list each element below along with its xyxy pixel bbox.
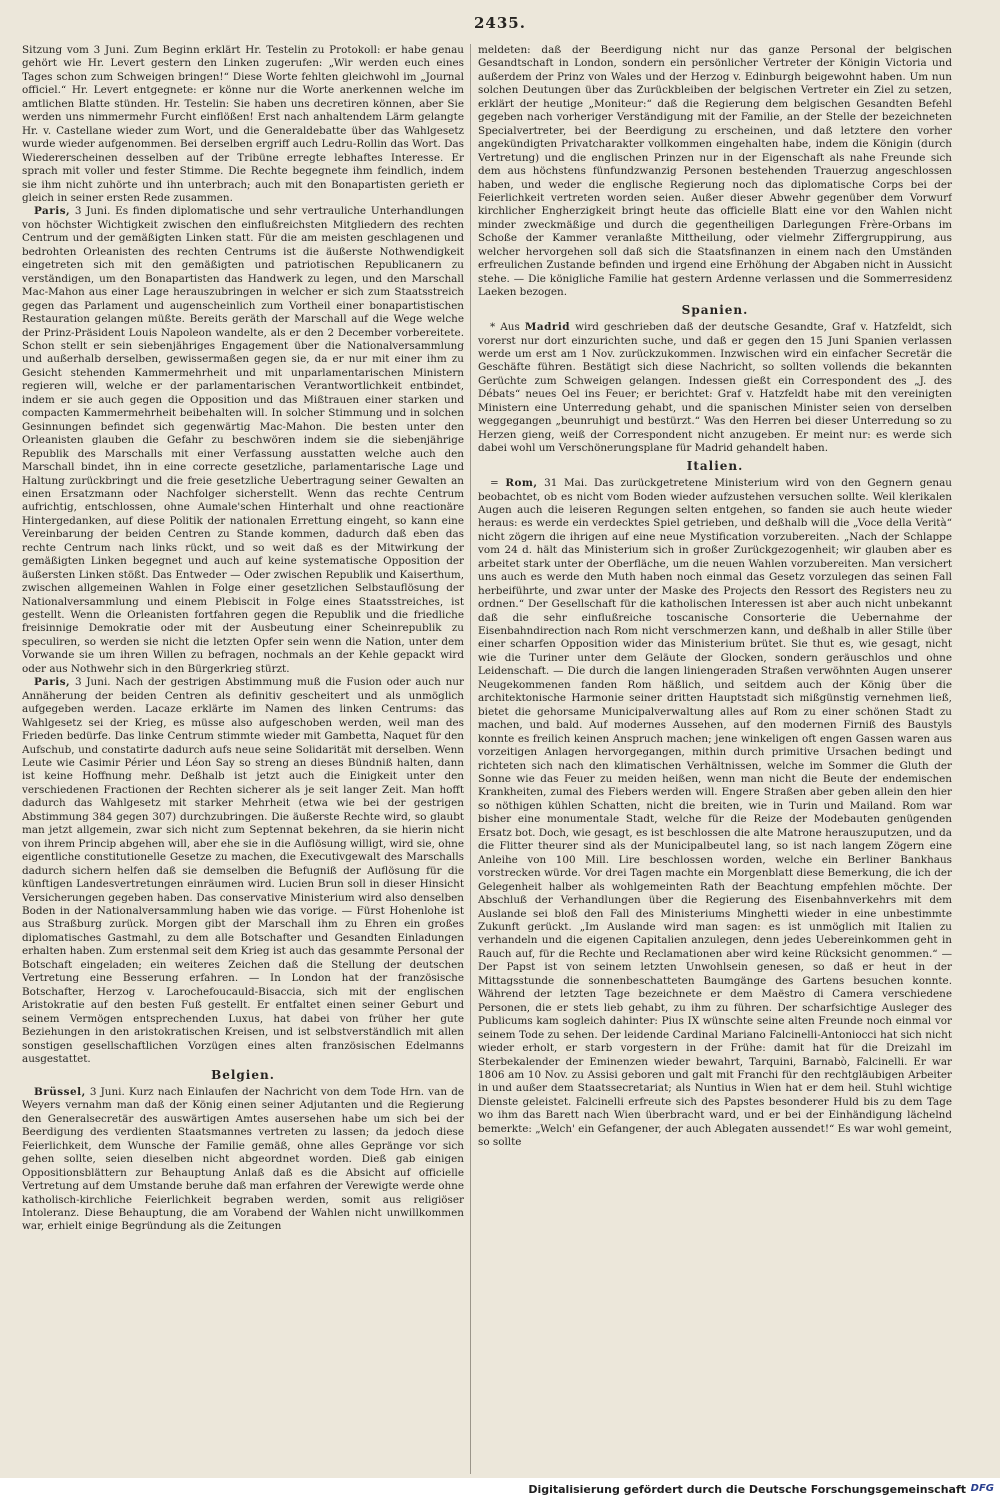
right-column (478, 44, 952, 1476)
article-bruessel (22, 1086, 464, 1234)
article-madrid-lead: * Aus (490, 321, 525, 334)
article-paris-2-text: 3 Juni. Nach der gestrigen Abstimmung muß die Fusion oder auch nur Annäherung der beiden Centren als definitiv gescheitert und als unmöglich aufgegeben werden. Lacaze erklärte im Namen des linken Centrums: das Wahlgesetz sei der Krieg, es müsse also aufgeschoben werden, weil man des Frieden bedürfe. Das linke Centrum stimmte wieder mit Gambetta, Naquet für den Aufschub, und constatirte dadurch aufs neue seine Solidarität mit derselben. Wenn Leute wie Casimir Périer und Léon Say so streng an dieses Bündniß halten, dann ist keine Hoffnung mehr. Deßhalb ist jetzt auch die Einigkeit unter den verschiedenen Fractionen der Rechten sicherer als je seit langer Zeit. Man hofft dadurch das Wahlgesetz mit starker Mehrheit (etwa wie bei der gestrigen Abstimmung 384 gegen 307) durchzubringen. Die äußerste Rechte wird, so glaubt man jetzt allgemein, zwar sich nicht zum Septennat bekehren, da sie hierin nicht von ihrem Princip abgehen will, aber ehe sie in die Auflösung willigt, wird sie, ohne eigentliche constitutionelle Gesetze zu machen, die Executivgewalt des Marschalls dadurch sichern helfen daß sie demselben die Befugniß der Auflösung für die künftigen Landesvertretungen einräumen wird. Lucien Brun soll in dieser Hinsicht Versicherungen gegeben haben. Das conservative Ministerium wird also denselben Boden in der Nationalversammlung haben wie das vorige. — Fürst Hohenlohe ist aus Straßburg zurück. Morgen gibt der Marschall ihm zu Ehren ein großes diplomatisches Gastmahl, zu dem alle Botschafter und Gesandten Einladungen erhalten haben. Zum erstenmal seit dem Krieg ist auch das gesammte Personal der Botschaft eingeladen; ein weiteres Zeichen daß die Stellung der deutschen Vertretung eine Besserung erfahren. — In London hat der französische Botschafter, Herzog v. Larochefoucauld-Bisaccia, sich mit der englischen Aristokratie auf den besten Fuß gestellt. Er entfaltet einen seiner Geburt und seinem Vermögen entsprechenden Luxus, hat dabei von früher her gute Beziehungen in den aristokratischen Kreisen, und ist selbstverständlich mit allen sonstigen gesellschaftlichen Vorzügen eines alten französischen Edelmanns ausgestattet. (22, 676, 464, 1065)
article-madrid (478, 321, 952, 456)
article-belgien-continued: meldeten: daß der Beerdigung nicht nur das ganze Personal der belgischen Gesandtschaft in London, sondern ein persönlicher Vertreter der Königin Victoria und außerdem der Prinz von Wales und der Herzog v. Edinburgh beigewohnt haben. Um nun solchen Deutungen über das Zurückbleiben der belgischen Vertreter ein Ziel zu setzen, erklärt der heutige „Moniteur:“ daß die Regierung dem belgischen Gesandten Befehl gegeben nach vorheriger Verständigung mit der Familie, an der Stelle der bezeichneten Specialvertreter, bei der Beerdigung zu erscheinen, und daß letztere den vorher angekündigten Privatcharakter vollkommen eingehalten habe, indem die Königin (durch Vertretung) und die englischen Prinzen nur in der Eigenschaft als nahe Freunde sich dem aus höchstens fünfundzwanzig Personen bestehenden Trauerzug angeschlossen haben, und weder die englische Regierung noch das diplomatische Corps bei der Feierlichkeit vertreten worden seien. Außer dieser Abwehr gegenüber dem Vorwurf kirchlicher Engherzigkeit bringt heute das officielle Blatt eine vor den Wahlen nicht minder zweckmäßige und durch die gegentheiligen Darlegungen Frère-Orbans im Schoße der Kammer veranlaßte Mittheilung, oder vielmehr Ziffergruppirung, aus welcher hervorgehen soll daß sich die Staatsfinanzen in einem nach den Umständen erfreulichen Zustande befinden und irgend eine Erhöhung der Abgaben nicht in Aussicht stehe. — Die königliche Familie hat gestern Ardenne verlassen und die Sommerresidenz Laeken bezogen. (478, 44, 952, 299)
article-paris-2 (22, 676, 464, 1066)
section-heading-spanien: Spanien. (681, 302, 749, 317)
dateline-paris-2: Paris, (34, 676, 71, 689)
page-number: 2435. (474, 14, 526, 32)
dateline-bruessel: Brüssel, (34, 1085, 86, 1098)
dateline-paris-1: Paris, (34, 205, 71, 218)
funding-note: Digitalisierung gefördert durch die Deutsche Forschungsgemeinschaft (528, 1483, 966, 1496)
dateline-rom: Rom, (505, 477, 538, 490)
article-bruessel-text: 3 Juni. Kurz nach Einlaufen der Nachricht von dem Tode Hrn. van de Weyers vernahm man daß der König einen seiner Adjutanten und die Regierung den Generalsecretär des auswärtigen Amtes ausersehen habe um sich bei der Beerdigung des verdienten Staatsmannes vertreten zu lassen; da jedoch diese Feierlichkeit, dem Wunsche der Familie gemäß, ohne alles Gepränge vor sich gehen sollte, seien dieselben nicht abgeordnet worden. Dieß gab einigen Oppositionsblättern zur Behauptung Anlaß daß es die Absicht auf officielle Vertretung auf dem Umstande beruhe daß man erfahren der Verewigte werde ohne katholisch-kirchliche Feierlichkeit begraben werden, somit aus religiöser Intoleranz. Diese Behauptung, die am Vorabend der Wahlen nicht unwillkommen war, erhielt einige Begründung als die Zeitungen (22, 1085, 464, 1233)
article-rom-lead: = (490, 477, 506, 490)
article-paris-1 (22, 205, 464, 676)
article-paris-1-text: 3 Juni. Es finden diplomatische und sehr vertrauliche Unterhandlungen von höchster Wichtigkeit zwischen den einflußreichsten Mitgliedern des rechten Centrum und der gemäßigten Linken statt. Für die am meisten geschlagenen und bedrohten Orleanisten des rechten Centrums ist die äußerste Nothwendigkeit eingetreten sich mit den gemäßigten und patriotischen Republicanern zu verständigen, um den Bonapartisten das Handwerk zu legen, und den Marschall Mac-Mahon aus einer Lage herauszubringen in welcher er sich zum Staatsstreich gegen das Parlament und augenscheinlich zum Vortheil einer bonapartistischen Restauration gelangen müßte. Bereits geräth der Marschall auf die Wege welche der Prinz-Präsident Louis Napoleon wandelte, als er den 2 December vorbereitete. Schon stellt er sein siebenjähriges Engagement über die Nationalversammlung und außerhalb derselben, gewissermaßen gegen sie, da er nur mit einer ihm zu Gesicht stehenden Kammermehrheit und mit unparlamentarischen Ministern regieren will, welche er der parlamentarischen Verantwortlichkeit entbindet, indem er sie auch gegen die Opposition und das Mißtrauen einer starken und compacten Kammermehrheit beibehalten will. In solcher Stimmung und in solchen Gesinnungen befindet sich gegenwärtig Mac-Mahon. Die besten unter den Orleanisten glauben die Gefahr zu beschwören indem sie die siebenjährige Republik des Marschalls mit einer Verfassung ausstatten welche auch den Marschall bindet, ihn in eine correcte gesetzliche, parlamentarische Lage und Haltung zurückbringt und die freie gesetzliche Uebertragung seiner Gewalten an einen Ersatzmann oder Nachfolger sicherstellt. Wenn das rechte Centrum aufrichtig, entschlossen, ohne Aumale'schen Hinterhalt und ohne reactionäre Hintergedanken, auf diese Politik der nationalen Errettung eingeht, so kann eine Vereinbarung der beiden Centren zu Stande kommen, dadurch daß eben das rechte Centrum nach links rückt, und so weit daß es der Mitwirkung der gemäßigten Linken begegnet und auch auf keine systematische Opposition der äußersten Linken stößt. Das Entweder — Oder zwischen Republik und Kaiserthum, zwischen allgemeinen Wahlen in Folge einer gesetzlichen Selbstauflösung der Nationalversammlung und einem Plebiscit in Folge eines Staatsstreiches, ist gestellt. Wenn die Orleanisten fortfahren gegen die Republik und die friedliche freisinnige Demokratie oder mit der Ausbeutung einer Scheinrepublik zu speculiren, so werden sie nicht die letzten Opfer sein wenn die Nation, unter dem Vorwande sie um ihren Willen zu befragen, nochmals an der Kehle gepackt wird oder aus Nothwehr sich in den Bürgerkrieg stürzt. (22, 205, 464, 675)
column-divider (470, 44, 471, 1474)
section-heading-belgien: Belgien. (211, 1068, 275, 1083)
section-heading-italien: Italien. (686, 458, 744, 473)
article-rom (478, 477, 952, 1150)
dfg-logo: DFG (970, 1483, 994, 1494)
footer-bar (0, 1478, 1000, 1501)
article-rom-text: 31 Mai. Das zurückgetretene Ministerium wird von den Gegnern genau beobachtet, ob es nicht vom Boden wieder aufzustehen versuchen sollte. Weil klerikalen Augen auch die leiseren Regungen selten entgehen, so fanden sie auch heute wieder heraus: es werde ein verdecktes Spiel getrieben, und deßhalb will die „Voce della Verità“ nicht zögern die ihrigen auf eine neue Mystification vorzubereiten. „Nach der Schlappe vom 24 d. hält das Ministerium sich in großer Zurückgezogenheit; wir glauben aber es arbeitet stark unter der Oberfläche, um die neuen Wahlen vorzubereiten. Man versichert uns auch es werde den Muth haben noch einmal das Gesetz vorzulegen das seinen Fall herbeiführte, und zwar unter der Maske des Projects den Ressort des Registers neu zu ordnen.“ Der Gesellschaft für die katholischen Interessen ist aber auch nicht unbekannt daß die sehr einflußreiche toscanische Consorterie die Uebernahme der Eisenbahndirection nach Rom nicht verschmerzen kann, und deßhalb in aller Stille über einer scharfen Opposition wider das Ministerium brütet. Sie thut es, wie gesagt, nicht wie die Turiner unter dem Geläute der Glocken, sondern geräuschlos und ohne Leidenschaft. — Die durch die langen liniengeraden Straßen verwöhnten Augen unserer Neugekommenen fanden Rom häßlich, und seitdem auch der König über die architektonische Harmonie seiner dritten Hauptstadt sich mißgünstig vernehmen ließ, bietet die gehorsame Municipalverwaltung alles auf Rom zu einer schönen Stadt zu machen, und bald. Auf modernes Aussehen, auf den modernen Firniß des Baustyls konnte es freilich keinen Anspruch machen; jene winkeligen oft engen Gassen waren aus vorzeitigen Anlagen hervorgegangen, mithin durch primitive Ursachen bedingt und richteten sich nach den klimatischen Verhältnissen, welche im Sommer die Gluth der Sonne wie das Feuer zu meiden heißen, wenn man nicht die Beute der endemischen Krankheiten, zumal des Fiebers werden will. Engere Straßen aber geben allein den hier so nöthigen kühlen Schatten, nicht die breiten, wie in Turin und Mailand. Rom war bisher eine monumentale Stadt, welche für die Reize der Modebauten genügenden Ersatz bot. Doch, wie gesagt, es ist beschlossen die alte Matrone herauszuputzen, und da die Flitter theurer sind als der Municipalbeutel lang, so ist nach langem Zögern eine Anleihe von 100 Mill. Lire beschlossen worden, welche ein Berliner Bankhaus vorstrecken würde. Vor drei Tagen machte ein Morgenblatt diese Bemerkung, die ich der Gelegenheit halber als wohlgemeinten Rath der Beachtung empfehlen möchte. Der Abschluß der Verhandlungen über die Regierung des Eisenbahnverkehrs mit dem Auslande sei bloß den Fall des Ministeriums Minghetti wieder in eine unbestimmte Zukunft gerückt. „Im Auslande wird man sagen: es ist unmöglich mit Italien zu verhandeln und die eigenen Capitalien anzulegen, denn jedes Uebereinkommen geht in Rauch auf, für die Rechte und Reclamationen aber wird keine Rücksicht genommen.“ — Der Papst ist von seinem letzten Unwohlsein genesen, so daß er heut in der Mittagsstunde die sonnenbeschatteten Baumgänge des Gartens besuchen konnte. Während der letzten Tage bezeichnete er dem Maëstro di Camera verschiedene Personen, die er stets lieb gehabt, zu ihm zu führen. Der scharfsichtige Ausleger des Publicums kam sogleich dahinter: Pius IX wünschte seine alten Freunde noch einmal vor seinem Tode zu sehen. Der leidende Cardinal Mariano Falcinelli-Antoniocci hat sich nicht wieder erholt, er starb vorgestern in der Frühe: damit hat für die Dreizahl im Sterbekalender der Eminenzen wieder bewahrt, Tarquini, Barnabò, Falcinelli. Er war 1806 am 10 Nov. zu Assisi geboren und galt mit Franchi für den rechtgläubigen Arbeiter in und außer dem Staatssecretariat; als Nuntius in Wien hat er dem heil. Stuhl wichtige Dienste geleistet. Falcinelli erfreute sich des Papstes besonderer Huld bis zu dem Tage wo ihm das Barett nach Wien überbracht ward, und er bei der Einhändigung lächelnd bemerkte: „Welch' ein Gefangener, der auch Ablegaten aussendet!“ Es war wohl gemeint, so sollte (478, 477, 952, 1149)
dateline-madrid: Madrid (524, 321, 571, 334)
article-chamber-session: Sitzung vom 3 Juni. Zum Beginn erklärt Hr. Testelin zu Protokoll: er habe genau gehört wie Hr. Levert gestern den Linken zugerufen: „Wir werden euch eines Tages schon zum Schweigen bringen!“ Diese Worte fehlten gleichwohl im „Journal officiel.“ Hr. Levert entgegnete: er könne nur die Worte anerkennen welche im amtlichen Blatte stünden. Hr. Testelin: Sie haben uns decretiren können, aber Sie werden uns nimmermehr Furcht einflößen! Erst nach anhaltendem Lärm gelangte Hr. v. Castellane wieder zum Wort, und die Generaldebatte über das Wahlgesetz wurde wieder aufgenommen. Bei derselben ergriff auch Ledru-Rollin das Wort. Das Wiedererscheinen desselben auf der Tribüne erregte lebhaftes Interesse. Er sprach mit voller und fester Stimme. Die Rechte begegnete ihm feindlich, indem sie ihm nicht zuhörte und ihn unterbrach; auch mit den Bonapartisten gerieth er gleich in seiner ersten Rede zusammen. (22, 44, 464, 204)
article-madrid-text: wird geschrieben daß der deutsche Gesandte, Graf v. Hatzfeldt, sich vorerst nur dort einzurichten suche, und daß er gegen den 15 Juni Spanien verlassen werde um erst am 1 Nov. zurückzukommen. Inzwischen wird ein einfacher Secretär die Geschäfte führen. Bestätigt sich diese Nachricht, so sollten vollends die bekannten Gerüchte zum Schweigen gelangen. Indessen gießt ein Correspondent des „J. des Débats“ neues Oel ins Feuer; er berichtet: Graf v. Hatzfeldt habe mit den vereinigten Ministern eine Unterredung gehabt, und die spanischen Minister seien von derselben weggegangen „beunruhigt und bestürzt.“ Was den Herren bei dieser Unterredung so zu Herzen gieng, weiß der Correspondent nicht anzugeben. Er meint nur: es werde sich dabei wohl um Verschönerungsplane für Madrid gehandelt haben. (478, 321, 952, 455)
left-column (22, 44, 464, 1476)
